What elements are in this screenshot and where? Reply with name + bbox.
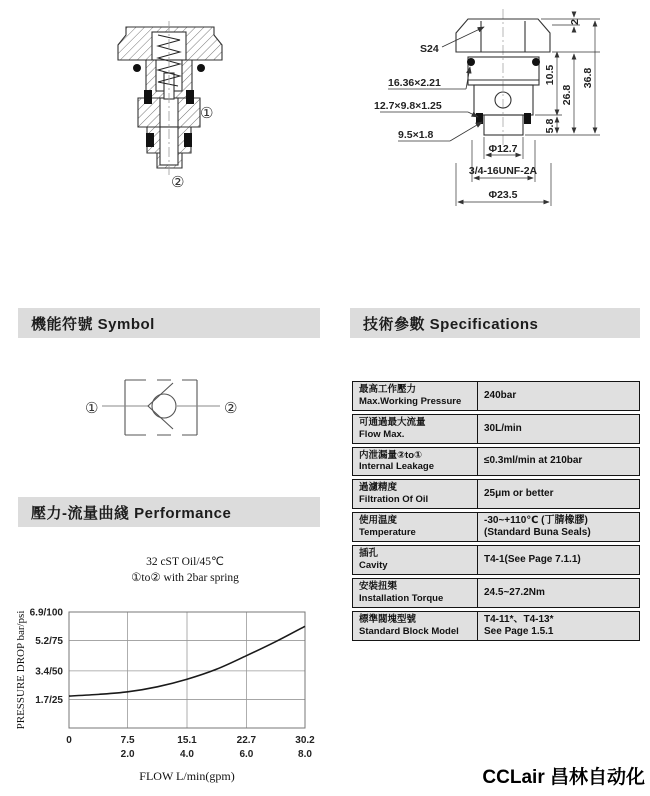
x-axis-label: FLOW L/min(gpm)	[139, 769, 235, 783]
spec-label-cell: 過濾精度 Filtration Of Oil	[352, 479, 477, 509]
performance-chart-plot	[10, 588, 332, 792]
y-tick-label: 6.9/100	[29, 607, 63, 619]
symbol-section-heading	[18, 308, 320, 338]
spec-row	[352, 479, 640, 509]
spec-label-cell: 内泄漏量②to① Internal Leakage	[352, 447, 477, 477]
x-tick-lmin: 22.7	[236, 735, 257, 746]
dim-dia-12-7: Φ12.7	[488, 143, 518, 155]
dim-2: 2	[569, 19, 581, 25]
spec-row	[352, 578, 640, 608]
dim-seal-mid: 12.7×9.8×1.25	[374, 100, 442, 112]
port-2-label: ②	[171, 173, 185, 191]
spec-label-cell: 最高工作壓力 Max.Working Pressure	[352, 381, 477, 411]
x-tick-gpm: 4.0	[180, 749, 194, 760]
dim-5-8: 5.8	[544, 118, 556, 134]
performance-heading-label: 壓力-流量曲綫 Performance	[31, 504, 232, 522]
spec-label-cell: 安裝扭榘 Installation Torque	[352, 578, 477, 608]
x-tick-gpm: 6.0	[239, 749, 254, 760]
spec-row	[352, 381, 640, 411]
dim-thread: 3/4-16UNF-2A	[468, 165, 538, 177]
dimension-drawing	[350, 5, 650, 220]
spec-value-cell: 30L/min	[477, 414, 640, 444]
spec-value-cell: 25μm or better	[477, 479, 640, 509]
performance-chart	[10, 542, 332, 792]
dim-dia-23-5: Φ23.5	[488, 189, 518, 201]
dim-seal-low: 9.5×1.8	[398, 129, 434, 141]
spec-table-body	[352, 381, 640, 641]
y-tick-label: 3.4/50	[35, 666, 63, 678]
specs-heading-label: 技術參數 Specifications	[363, 315, 539, 333]
x-tick-lmin: 0	[66, 735, 72, 746]
spec-value-cell: T4-11*、T4-13* See Page 1.5.1	[477, 611, 640, 641]
symbol-port-1: ①	[85, 399, 99, 417]
spec-value-cell: ≤0.3ml/min at 210bar	[477, 447, 640, 477]
x-tick-gpm: 2.0	[120, 749, 135, 760]
spec-label-cell: 標準閥塊型號 Standard Block Model	[352, 611, 477, 641]
spec-value-cell: T4-1(See Page 7.1.1)	[477, 545, 640, 575]
spec-value-cell: 24.5~27.2Nm	[477, 578, 640, 608]
symbol-port-2: ②	[224, 399, 238, 417]
spec-row	[352, 512, 640, 542]
port-1-label: ①	[200, 104, 214, 122]
chart-subtitle: ①to② with 2bar spring	[131, 572, 239, 584]
chart-title: 32 cST Oil/45℃	[146, 556, 224, 568]
performance-section-heading	[18, 497, 320, 527]
dim-10-5: 10.5	[544, 64, 556, 86]
dim-s24: S24	[420, 43, 439, 55]
y-axis-label: PRESSURE DROP bar/psi	[15, 610, 27, 730]
dim-seal-top: 16.36×2.21	[388, 77, 441, 89]
spec-row	[352, 414, 640, 444]
dim-26-8: 26.8	[561, 84, 573, 106]
specifications-table	[352, 378, 640, 644]
spec-row	[352, 545, 640, 575]
y-tick-label: 5.2/75	[35, 636, 63, 648]
check-valve-symbol	[60, 355, 290, 460]
spec-row	[352, 611, 640, 641]
x-tick-lmin: 30.2	[295, 735, 315, 746]
spec-label-cell: 使用温度 Temperature	[352, 512, 477, 542]
spec-row	[352, 447, 640, 477]
symbol-heading-label: 機能符號 Symbol	[31, 315, 155, 333]
specs-section-heading	[350, 308, 640, 338]
spec-value-cell: -30~+110℃ (丁腈橡膠) (Standard Buna Seals)	[477, 512, 640, 542]
valve-cross-section-drawing	[80, 15, 260, 215]
x-tick-lmin: 7.5	[120, 735, 135, 746]
x-tick-lmin: 15.1	[177, 735, 197, 746]
y-tick-label: 1.7/25	[35, 694, 63, 706]
brand-logo: CCLair 昌林自动化	[482, 767, 645, 788]
dim-36-8: 36.8	[582, 67, 594, 89]
seals	[467, 58, 540, 124]
spec-label-cell: 插孔 Cavity	[352, 545, 477, 575]
spec-value-cell: 240bar	[477, 381, 640, 411]
x-tick-gpm: 8.0	[298, 749, 312, 760]
spec-label-cell: 可通過最大流量 Flow Max.	[352, 414, 477, 444]
